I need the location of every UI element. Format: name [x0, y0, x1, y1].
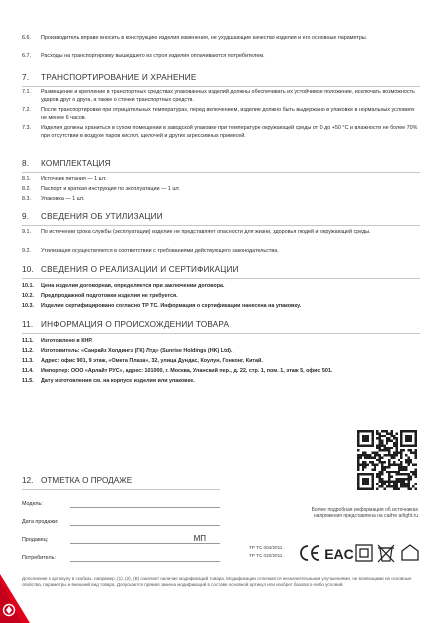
list-item: [22, 186, 420, 194]
item-text: Источник питания — 1 шт.: [41, 176, 107, 182]
section-number: 9.: [22, 212, 30, 221]
section-number: 10.: [22, 265, 34, 274]
class-ii-double-insulation-icon: [356, 545, 372, 561]
item-label: Изготовитель:: [41, 348, 80, 354]
item-number: 8.1.: [22, 176, 31, 182]
section-number: 7.: [22, 73, 30, 82]
item-text: По истечении срока службы (эксплуатации) изделие не представляет опасности для жизни, здоровья людей и окружающей среды.: [41, 229, 371, 235]
list-item: [22, 176, 420, 184]
item-text: «Санрайз Холдингз (ГК) Лтд» (Sunrise Holdings (HK) Ltd).: [79, 348, 233, 354]
item-text: ООО «Арлайт РУС», адрес: 101000, г. Москва, Уланский пер., д. 22, стр. 1, пом. 1, этаж 5, офис 501.: [69, 368, 333, 374]
item-number: 11.3.: [22, 358, 34, 364]
item-number: 9.2.: [22, 248, 31, 254]
tr-ts-code: ТР ТС 004/2011: [249, 545, 283, 550]
item-number: 10.1.: [22, 283, 34, 289]
list-item: [22, 89, 420, 104]
list-item: [22, 348, 420, 356]
item-number: 6.6.: [22, 35, 31, 41]
item-number: 8.2.: [22, 186, 31, 192]
section-heading-sale-mark: [22, 476, 220, 490]
list-item: [22, 35, 420, 43]
eac-text: EAC: [324, 546, 354, 562]
divider: [22, 172, 420, 173]
model-line: [70, 507, 220, 508]
item-number: 11.4.: [22, 368, 34, 374]
item-text: Изделия должны храниться в сухом помещении в заводской упаковке при температуре окружающей среды от 0 до +50 °С и влажности не более 70% при отсутствии в воздухе паров кислот, щелочей и других агрессивных примесей.: [41, 125, 418, 139]
item-number: 11.1.: [22, 338, 34, 344]
divider: [22, 225, 420, 226]
item-text: Упаковка — 1 шт.: [41, 196, 85, 202]
list-item: [22, 338, 420, 346]
divider: [22, 489, 220, 490]
item-number: 11.5.: [22, 378, 34, 384]
seller-label: Продавец:: [22, 537, 49, 543]
item-label: Импортер:: [41, 368, 70, 374]
item-text: Цена изделия договорная, определяется при заключении договора.: [41, 283, 225, 289]
list-item: [22, 53, 420, 61]
seller-line: [70, 543, 220, 544]
item-number: 7.1.: [22, 89, 31, 95]
divider: [22, 86, 420, 87]
sale-date-label: Дата продажи:: [22, 519, 59, 525]
item-number: 11.2.: [22, 348, 34, 354]
item-number: 10.2.: [22, 293, 34, 299]
item-text: Адрес: офис 901, 9 этаж, «Омега Плаза», 32, улица Дундас, Коулун, Гонконг, Китай.: [41, 358, 263, 364]
item-text: Размещение и крепление в транспортных средствах упакованных изделий должны обеспечивать их устойчивое положение, исключать возможность ударов друг о друга, а также о стенки транспортных средств.: [41, 89, 415, 103]
item-text: После транспортировки при отрицательных температурах, перед включением, изделие должно быть выдержано в упаковке в нормальных условиях не менее 6 часов.: [41, 107, 415, 121]
section-heading-disposal: [22, 212, 420, 226]
item-number: 7.2.: [22, 107, 31, 113]
list-item: [22, 107, 420, 122]
consumer-field[interactable]: [22, 552, 220, 562]
divider: [22, 278, 420, 279]
item-text: Дату изготовления см. на корпусе изделия или упаковке.: [41, 378, 195, 384]
list-item: [22, 196, 420, 204]
seller-field[interactable]: [22, 534, 220, 544]
model-field[interactable]: [22, 498, 220, 508]
qr-code[interactable]: [357, 430, 417, 490]
sale-date-field[interactable]: [22, 516, 220, 526]
section-number: 12.: [22, 476, 34, 485]
section-title: ТРАНСПОРТИРОВАНИЕ И ХРАНЕНИЕ: [41, 73, 197, 82]
section-title: ОТМЕТКА О ПРОДАЖЕ: [41, 476, 133, 485]
section-title: СВЕДЕНИЯ ОБ УТИЛИЗАЦИИ: [41, 212, 163, 221]
item-number: 6.7.: [22, 53, 31, 59]
section-heading-transport: [22, 73, 420, 87]
sale-date-line: [70, 525, 220, 526]
model-label: Модель:: [22, 501, 43, 507]
list-item: [22, 283, 420, 291]
consumer-label: Потребитель:: [22, 555, 56, 561]
brand-corner-logo: [0, 574, 30, 623]
list-item: [22, 293, 420, 301]
section-heading-contents: [22, 159, 420, 173]
tr-ts-code: ТР ТС 020/2011: [249, 553, 283, 558]
section-heading-sales-certification: [22, 265, 420, 279]
list-item: [22, 229, 420, 237]
section-number: 11.: [22, 320, 34, 329]
item-number: 8.3.: [22, 196, 31, 202]
section-title: КОМПЛЕКТАЦИЯ: [41, 159, 111, 168]
item-label: Изготовлено в КНР.: [41, 338, 93, 344]
divider: [22, 333, 420, 334]
qr-caption: Более подробная информация об источниках напряжения представлена на сайте arlight.ru: [311, 507, 418, 520]
footer-note: Дополнение к артикулу в скобках, например, (1), (2), (B) означает наличие модификаций товара. Модификации отличаются незначительными улучшениями, не влияющими на основные свойства, параметры и внешний вид товара. Допускается прямая замена модификаций в составе основной артикул или изобрет базового-либо условий.: [22, 576, 412, 587]
section-heading-origin: [22, 320, 420, 334]
list-item: [22, 368, 420, 376]
list-item: [22, 358, 420, 366]
item-text: Паспорт и краткая инструкция по эксплуатации — 1 шт.: [41, 186, 181, 192]
no-trash-bin-icon: [378, 545, 394, 562]
eac-mark-icon: [324, 544, 354, 562]
item-number: 9.1.: [22, 229, 31, 235]
item-text: Производитель вправе вносить в конструкцию изделия изменения, не ухудшающие качество изделия и его основные параметры.: [41, 35, 368, 41]
item-text: Предпродажной подготовки изделия не требуется.: [41, 293, 178, 299]
ce-mark-icon: [301, 546, 319, 560]
item-text: Утилизация осуществляется в соответствии с требованиями действующего законодательства.: [41, 248, 279, 254]
section-number: 8.: [22, 159, 30, 168]
list-item: [22, 378, 420, 386]
list-item: [22, 248, 420, 256]
section-title: ИНФОРМАЦИЯ О ПРОИСХОЖДЕНИИ ТОВАРА: [41, 320, 230, 329]
list-item: [22, 125, 420, 140]
item-number: 7.3.: [22, 125, 31, 131]
item-text: Расходы на транспортировку вышедшего из строя изделия оплачиваются потребителем.: [41, 53, 265, 59]
list-item: [22, 303, 420, 311]
item-text: Изделие сертифицировано согласно ТР ТС. Информация о сертификации нанесена на упаковку.: [41, 303, 302, 309]
item-number: 10.3.: [22, 303, 34, 309]
section-title: СВЕДЕНИЯ О РЕАЛИЗАЦИИ И СЕРТИФИКАЦИИ: [41, 265, 239, 274]
indoor-use-icon: [402, 545, 418, 560]
certification-marks: [298, 542, 420, 564]
stamp-place-label: МП: [193, 534, 206, 543]
consumer-line: [70, 561, 220, 562]
